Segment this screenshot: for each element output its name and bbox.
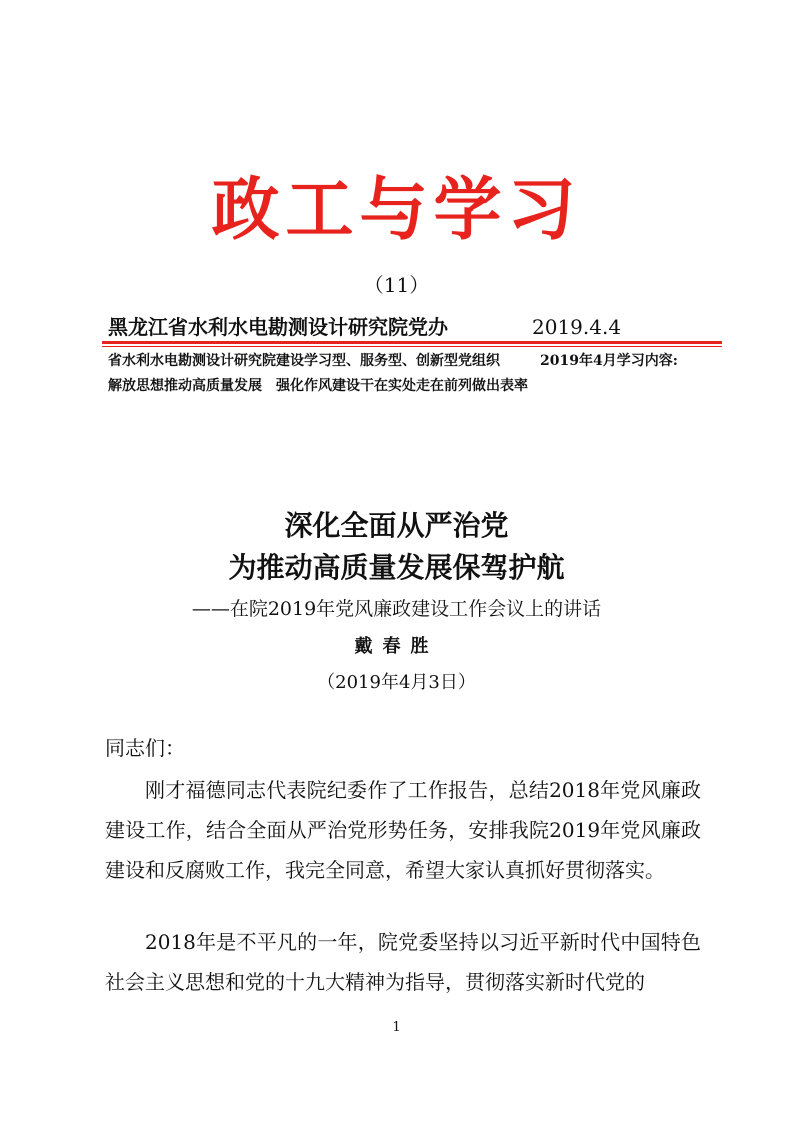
article-subtitle: ——在院2019年党风廉政建设工作会议上的讲话 — [191, 598, 602, 620]
theme-line-1 — [108, 351, 728, 371]
article-title-line-2: 为推动高质量发展保驾护航 — [228, 551, 565, 584]
article-date: （2019年4月3日） — [317, 672, 476, 693]
masthead-title: 政工与学习 — [211, 170, 582, 250]
theme-program: 省水利水电勘测设计研究院建设学习型、服务型、创新型党组织 — [108, 353, 500, 369]
article-title-line-1: 深化全面从严治党 — [284, 509, 509, 542]
issuing-office: 黑龙江省水利水电勘测设计研究院党办 — [108, 315, 448, 339]
page-number: 1 — [392, 1020, 401, 1035]
body-paragraph: 刚才福德同志代表院纪委作了工作报告，总结2018年党风廉政建设工作，结合全面从严治党形势任务，安排我院2019年党风廉政建设和反腐败工作，我完全同意，希望大家认真抓好贯彻落实。 — [105, 778, 701, 882]
issue-number: （11） — [363, 273, 430, 297]
header-rule-thick — [102, 341, 722, 344]
study-content-label: 2019年4月学习内容: — [540, 353, 678, 369]
salutation: 同志们： — [105, 736, 185, 760]
theme-line-2: 解放思想推动高质量发展 强化作风建设干在实处走在前列做出表率 — [108, 378, 528, 394]
issue-date: 2019.4.4 — [532, 315, 622, 339]
header-line — [108, 314, 728, 340]
article-author: 戴春胜 — [354, 636, 439, 657]
body-paragraph: 2018年是不平凡的一年，院党委坚持以习近平新时代中国特色社会主义思想和党的十九大精神为指导，贯彻落实新时代党的 — [105, 930, 701, 994]
header-rule-thin — [102, 346, 722, 347]
